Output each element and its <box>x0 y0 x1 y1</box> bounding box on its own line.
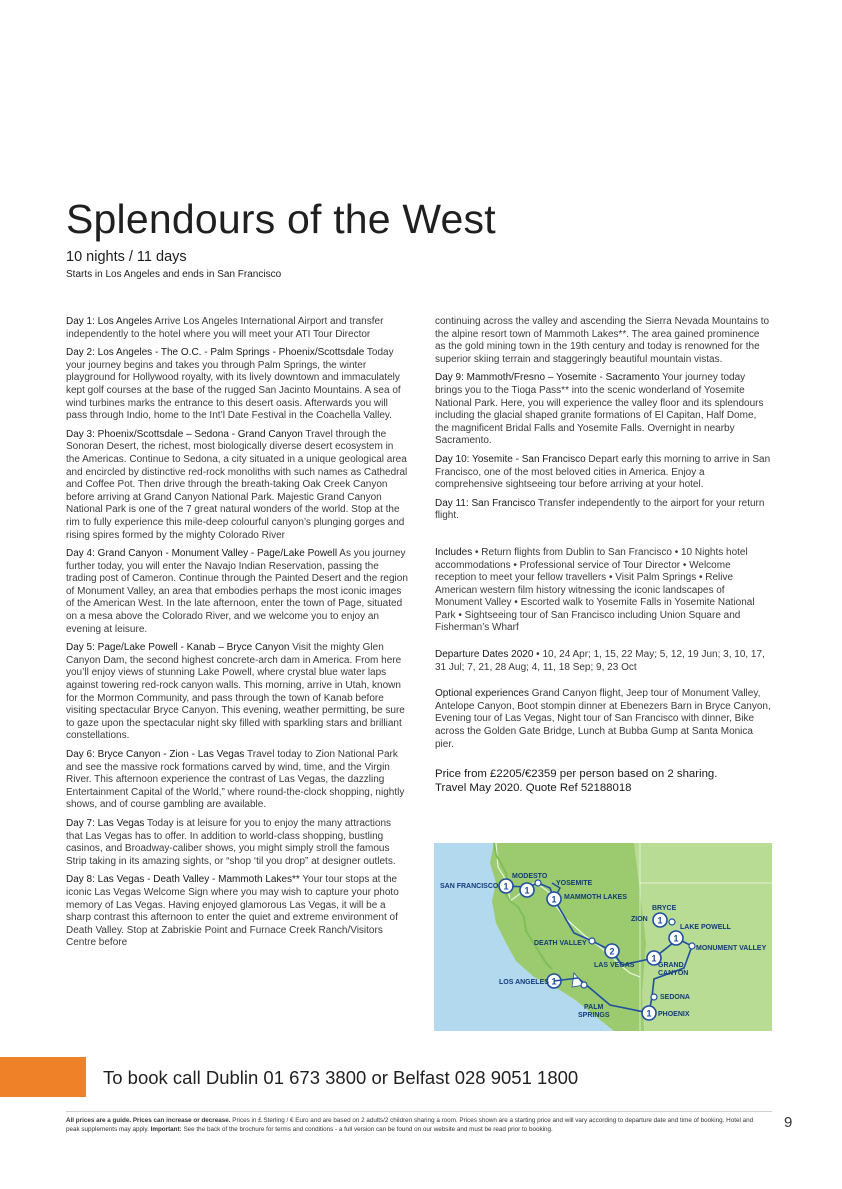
label-lake-powell: LAKE POWELL <box>680 924 731 931</box>
day-10 <box>435 454 772 492</box>
route-map <box>434 843 772 1031</box>
page-title: Splendours of the West <box>66 196 496 242</box>
disclaimer-important: Important: <box>150 1126 182 1133</box>
day-text: Today your journey begins and takes you through Palm Springs, the winter playground for Hollywood royalty, with its lively downtown and immaculately kept golf courses at the base of the rugged San Jacinto Mountains. A sea of wind turbines marks the entrance to this desert oasis. Afterwards you will pass through Indio, home to the Int’l Date Festival in the Coachella Valley. <box>66 347 401 422</box>
day-1 <box>66 316 408 341</box>
label-palm-springs: PALM <box>584 1004 604 1011</box>
day-heading: Day 9: Mammoth/Fresno – Yosemite - Sacramento <box>435 372 660 384</box>
nights-count: 1 <box>551 976 557 987</box>
disclaimer-text: See the back of the brochure for terms and conditions - a full version can be found on our website and must be read prior to booking. <box>181 1126 553 1133</box>
waypoint-marker <box>535 880 541 886</box>
footer-disclaimer <box>66 1116 766 1134</box>
label-grand-canyon: GRAND <box>658 962 684 969</box>
day-text: Arrive Los Angeles International Airport and transfer independently to the hotel where you will meet your ATI Tour Director <box>66 316 384 340</box>
optional-text: Grand Canyon flight, Jeep tour of Monument Valley, Antelope Canyon, Boot stompin dinner at Ebenezers Barn in Bryce Canyon, Evening tour of Las Vegas, Night tour of San Francisco with dinner, Bike across the Golden Gate Bridge, Lunch at Bubba Gump at Santa Monica pier. <box>435 688 771 750</box>
day-heading: Day 3: Phoenix/Scottsdale – Sedona - Grand Canyon <box>66 428 303 440</box>
booking-phone-line: To book call Dublin 01 673 3800 or Belfast 028 9051 1800 <box>103 1067 579 1088</box>
day-heading: Day 1: Los Angeles <box>66 316 153 327</box>
label-sedona: SEDONA <box>660 994 690 1001</box>
disclaimer-bold: All prices are a guide. Prices can increase or decrease. <box>66 1117 231 1124</box>
optional-experiences <box>435 688 772 751</box>
waypoint-marker <box>689 943 695 949</box>
day-2 <box>66 347 408 423</box>
itinerary-column-left <box>66 316 408 956</box>
nights-count: 1 <box>673 933 679 944</box>
quote-ref: Travel May 2020. Quote Ref 52188018 <box>435 782 632 795</box>
day-11 <box>435 498 772 523</box>
day-6 <box>66 749 408 812</box>
waypoint-marker <box>651 994 657 1000</box>
nights-count: 1 <box>646 1008 652 1019</box>
nights-count: 1 <box>503 881 509 892</box>
departure-heading: Departure Dates 2020 <box>435 649 534 661</box>
day-heading: Day 10: Yosemite - San Francisco <box>435 453 586 465</box>
label-las-vegas: LAS VEGAS <box>594 962 635 969</box>
day-3 <box>66 429 408 542</box>
stop-mammoth-lakes <box>547 892 561 906</box>
label-palm-springs: SPRINGS <box>578 1012 610 1019</box>
departure-dates <box>435 649 772 674</box>
day-text: Depart early this morning to arrive in San Francisco, one of the most beloved cities in America. Enjoy a comprehensive sightseeing tour before arriving at your hotel. <box>435 453 771 491</box>
day-8-continued: continuing across the valley and ascending the Sierra Nevada Mountains to the alpine resort town of Mammoth Lakes**. The area gained prominence as the gold mining town in the 19th century and today is renowned for the superior skiing terrain and staggeringly beautiful mountain vistas. <box>435 316 770 365</box>
day-heading: Day 8: Las Vegas - Death Valley - Mammoth Lakes** <box>66 874 300 886</box>
land-east <box>634 843 772 1031</box>
booking-accent-bar <box>0 1057 86 1097</box>
day-text: As you journey further today, you will enter the Navajo Indian Reservation, passing the trading post of Cameron. Continue through the Painted Desert and the region of Monument Valley, an area that embodies perhaps the most iconic images of the American West. In the late afternoon, enter the town of Page, situated on a mesa above the Colorado River, and we welcome you to enjoy an evening at leisure. <box>66 548 408 635</box>
label-mammoth-lakes: MAMMOTH LAKES <box>564 894 627 901</box>
day-text: Transfer independently to the airport for your return flight. <box>435 497 765 522</box>
tour-duration: 10 nights / 11 days <box>66 249 187 265</box>
label-bryce: BRYCE <box>652 905 677 912</box>
day-9 <box>435 372 772 448</box>
includes-section <box>435 547 772 635</box>
day-heading: Day 7: Las Vegas <box>66 817 145 829</box>
nights-count: 1 <box>657 915 663 926</box>
tour-start-end: Starts in Los Angeles and ends in San Francisco <box>66 269 282 280</box>
day-8 <box>66 874 408 950</box>
includes-heading: Includes <box>435 546 473 558</box>
stop-san-francisco <box>499 879 513 893</box>
label-monument-valley: MONUMENT VALLEY <box>696 945 767 952</box>
day-text: Today is at leisure for you to enjoy the many attractions that Las Vegas has to offer. In addition to world-class shopping, bustling casinos, and Broadway-caliber shows, you might simply stroll the famous Strip taking in its amazing sights, or “shop ‘til you drop” at designer outlets. <box>66 817 396 867</box>
waypoint-marker <box>669 919 675 925</box>
day-heading: Day 6: Bryce Canyon - Zion - Las Vegas <box>66 749 245 760</box>
day-text: Your journey today brings you to the Tioga Pass** into the scenic wonderland of Yosemite National Park. Here, you will experience the valley floor and its splendours including the glacial shaped granite formations of El Capitan, Half Dome, the magnificent Bridal Falls and Yosemite Falls. Overnight in nearby Sacramento. <box>435 372 764 447</box>
price-info <box>435 767 772 795</box>
waypoint-marker <box>581 982 587 988</box>
day-7 <box>66 818 408 868</box>
optional-heading: Optional experiences <box>435 688 529 700</box>
day-text: Visit the mighty Glen Canyon Dam, the second highest concrete-arch dam in America. From here you’ll enjoy views of stunning Lake Powell, where crystal blue water laps against towering red-rock canyon walls. This morning, arrive in Utah, known for the Mormon Community, and pass through the town of Kanab before visiting spectacular Bryce Canyon. This evening, weather permitting, be sure to gaze upon the spectacular night sky filled with sparkling stars and brilliant constellations. <box>66 642 405 742</box>
page-number: 9 <box>784 1114 793 1131</box>
label-los-angeles: LOS ANGELES <box>499 979 549 986</box>
label-zion: ZION <box>631 916 648 923</box>
nights-count: 1 <box>551 894 557 905</box>
footer-divider <box>66 1111 772 1112</box>
nights-count: 2 <box>609 946 615 957</box>
stop-bryce <box>653 913 667 927</box>
itinerary-column-right <box>435 316 772 801</box>
day-heading: Day 5: Page/Lake Powell - Kanab – Bryce Canyon <box>66 642 290 654</box>
stop-phoenix <box>642 1006 656 1020</box>
departure-text: • 10, 24 Apr; 1, 15, 22 May; 5, 12, 19 Jun; 3, 10, 17, 31 Jul; 7, 21, 28 Aug; 4, 11, 18 Sep; 9, 23 Oct <box>435 649 765 673</box>
day-5 <box>66 642 408 743</box>
day-text: Travel through the Sonoran Desert, the richest, most biologically diverse desert ecosystem in the Americas. Continue to Sedona, a city situated in a unique geological area and encircled by distinctive red-rock monoliths with such names as Cathedral and Coffee Pot. Then drive through the breath-taking Oak Creek Canyon before arriving at Grand Canyon National Park. Majestic Grand Canyon National Park is one of the 7 great natural wonders of the world. Stop at the rim to fully experience this mile-deep colourful canyon’s plunging gorges and rising spires formed by the mighty Colorado River <box>66 428 408 541</box>
waypoint-marker <box>589 938 595 944</box>
day-heading: Day 4: Grand Canyon - Monument Valley - Page/Lake Powell <box>66 548 338 560</box>
stop-modesto <box>520 883 534 897</box>
includes-text: • Return flights from Dublin to San Francisco • 10 Nights hotel accommodations • Professional service of Tour Director • Welcome reception to meet your fellow travellers • Visit Palm Springs • Relive American western film history witnessing the iconic landscapes of Monument Valley • Escorted walk to Yosemite Falls in Yosemite National Park • Sightseeing tour of San Francisco including Union Square and Fisherman’s Wharf <box>435 546 755 634</box>
day-heading: Day 2: Los Angeles - The O.C. - Palm Springs - Phoenix/Scottsdale <box>66 347 365 359</box>
disclaimer-text: Prices in £ Sterling / € Euro and are based on 2 adults/2 children sharing a room. Prices shown are a starting price and will vary according to departure date and time of booking. Hotel and peak supplements may apply. <box>66 1117 754 1133</box>
nights-count: 1 <box>651 953 657 964</box>
day-heading: Day 11: San Francisco <box>435 497 536 509</box>
stop-las-vegas <box>605 944 619 958</box>
label-death-valley: DEATH VALLEY <box>534 940 587 947</box>
day-text: Your tour stops at the iconic Las Vegas Welcome Sign where you may wish to capture your photo memory of Las Vegas. Having enjoyed glamorous Las Vegas, it will be a sharp contrast this afternoon to enter the quiet and extreme environment of Death Valley. Stop at Zabriskie Point and Furnace Creek Ranch/Visitors Centre before <box>66 874 399 949</box>
nights-count: 1 <box>524 885 530 896</box>
label-grand-canyon: CANYON <box>658 970 689 977</box>
stop-lake-powell <box>669 931 683 945</box>
label-yosemite: YOSEMITE <box>556 880 593 887</box>
label-san-francisco: SAN FRANCISCO <box>440 883 499 890</box>
price-line: Price from £2205/€2359 per person based on 2 sharing. <box>435 768 718 781</box>
label-phoenix: PHOENIX <box>658 1011 690 1018</box>
label-modesto: MODESTO <box>512 873 548 880</box>
day-4 <box>66 548 408 636</box>
day-text: Travel today to Zion National Park and see the massive rock formations carved by wind, time, and the Virgin River. This afternoon experience the contrast of Las Vegas, the dazzling Entertainment Capital of the World,” where round-the-clock shopping, nightly shows, and of course gambling are available. <box>66 749 405 811</box>
